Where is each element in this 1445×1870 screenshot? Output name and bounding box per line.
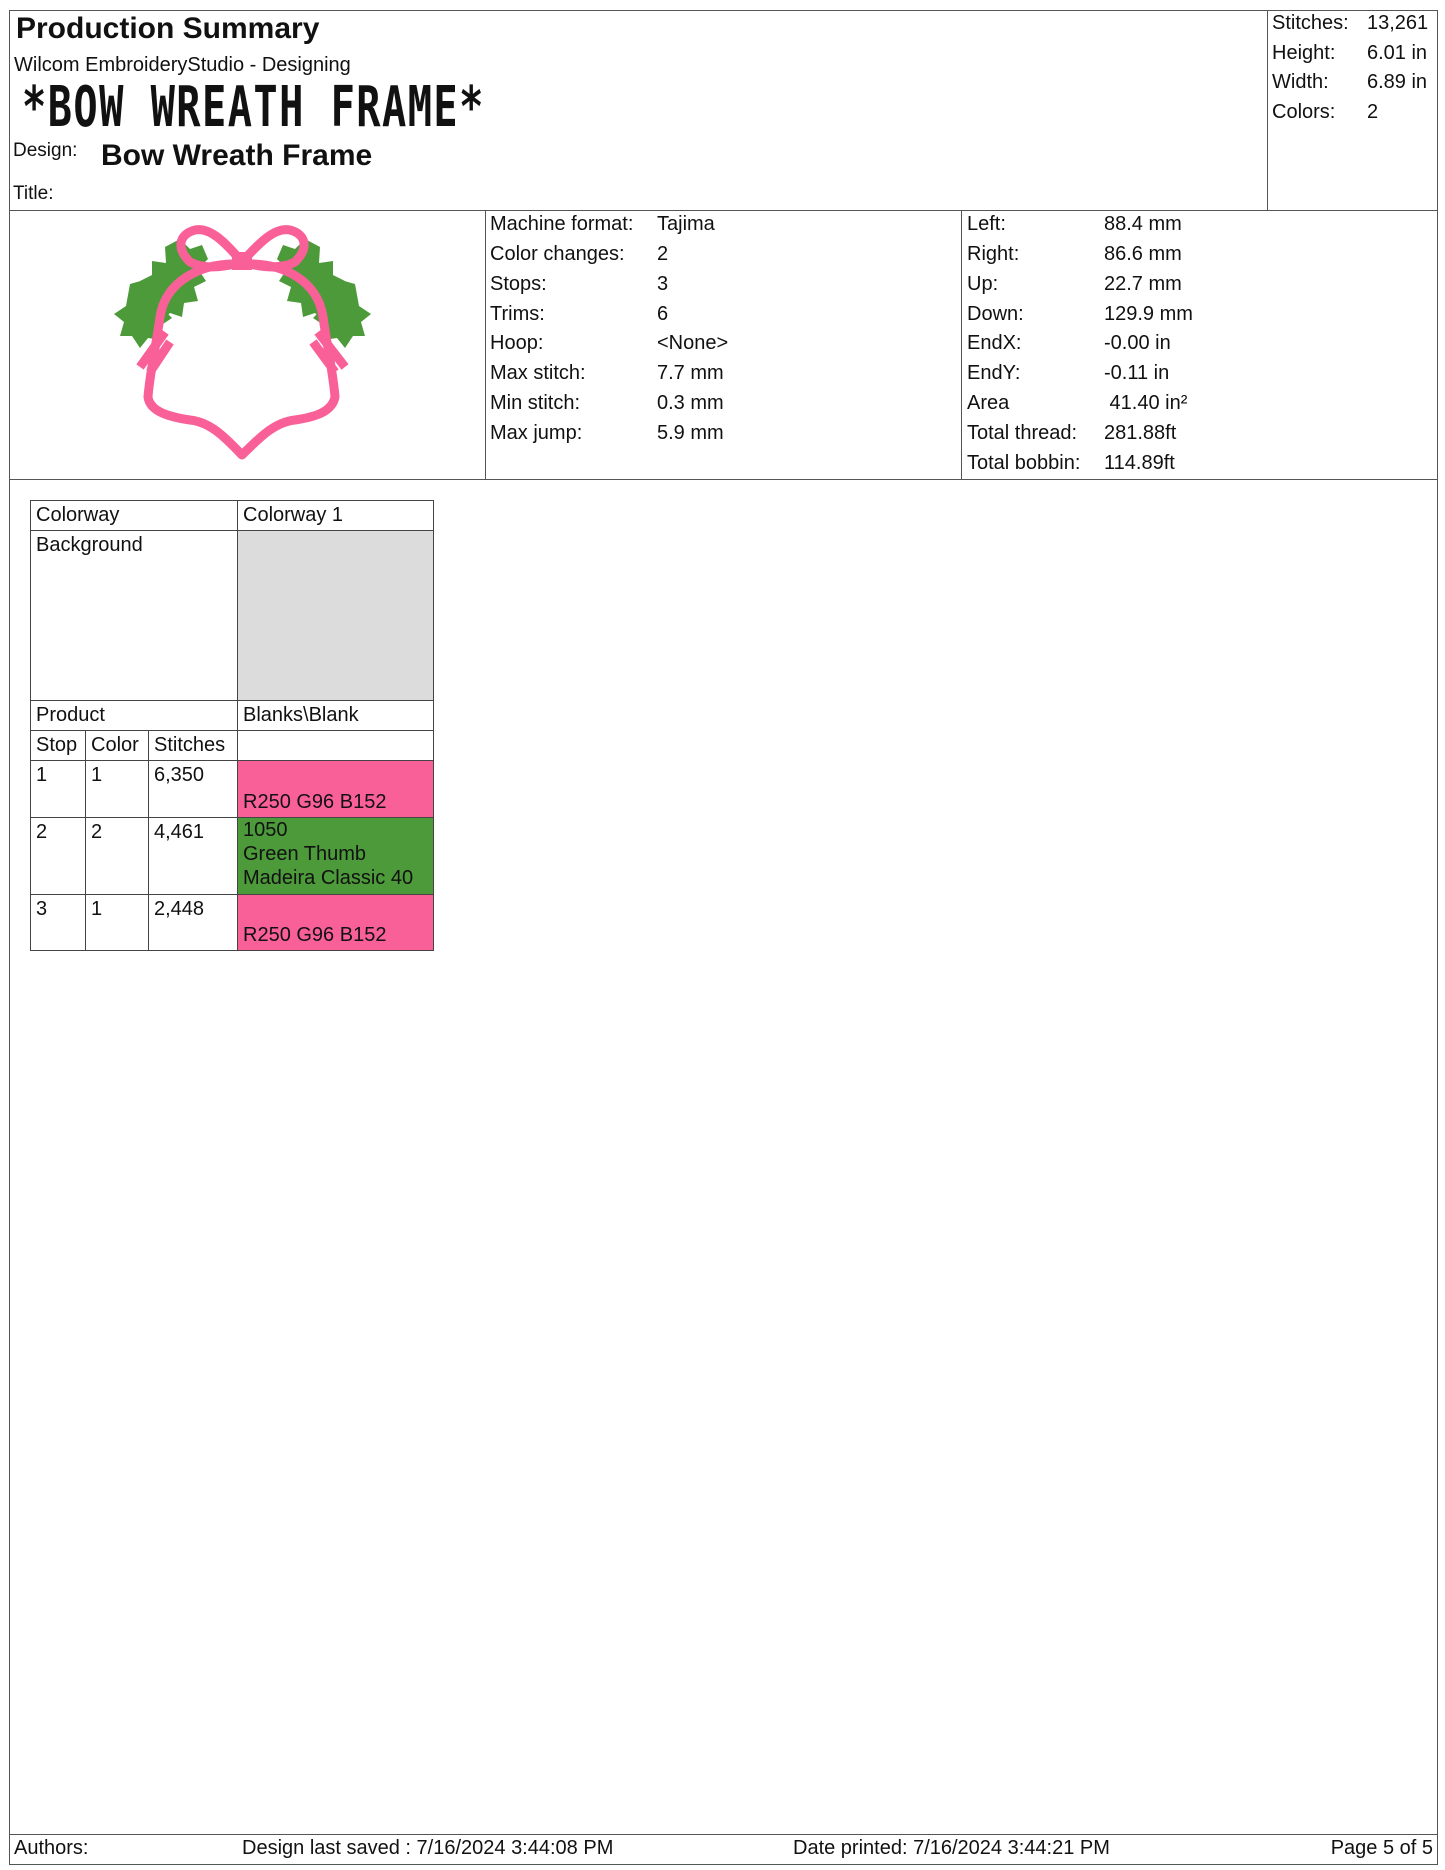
last-saved: Design last saved : 7/16/2024 3:44:08 PM <box>242 1837 614 1859</box>
table-header-row <box>31 731 434 761</box>
thread-swatch <box>238 895 434 951</box>
machine-label: Max stitch: <box>490 362 586 384</box>
design-banner: *BOW WREATH FRAME* <box>22 75 485 140</box>
thread-name: Green Thumb <box>243 843 367 865</box>
color-cell: 1 <box>86 761 149 818</box>
thread-rgb: R250 G96 B152 <box>243 924 387 946</box>
product-value: Blanks\Blank <box>238 701 434 731</box>
column-header: Color <box>86 731 149 761</box>
extent-value: 41.40 in² <box>1104 392 1188 414</box>
extent-label: EndX: <box>967 332 1022 354</box>
colorway-value: Colorway 1 <box>238 501 434 531</box>
machine-value: 5.9 mm <box>657 422 724 444</box>
summary-label: Height: <box>1272 42 1336 64</box>
machine-value: <None> <box>657 332 729 354</box>
table-row <box>31 895 434 951</box>
extent-value: 22.7 mm <box>1104 273 1182 295</box>
machine-value: 7.7 mm <box>657 362 724 384</box>
stop-cell: 2 <box>31 818 86 895</box>
page-number: Page 5 of 5 <box>1330 1837 1433 1859</box>
table-row <box>31 501 434 531</box>
background-label: Background <box>31 531 238 701</box>
machine-value: 3 <box>657 273 669 295</box>
machine-label: Stops: <box>490 273 547 295</box>
date-printed: Date printed: 7/16/2024 3:44:21 PM <box>793 1837 1110 1859</box>
machine-value: 2 <box>657 243 669 265</box>
thread-swatch <box>238 818 434 895</box>
machine-value: 6 <box>657 303 669 325</box>
extent-value: 129.9 mm <box>1104 303 1193 325</box>
machine-label: Color changes: <box>490 243 625 265</box>
extent-value: -0.00 in <box>1104 332 1171 354</box>
column-header: Stop <box>31 731 86 761</box>
summary-value: 6.01 in <box>1367 42 1428 64</box>
extent-label: Area <box>967 392 1010 414</box>
summary-label: Stitches: <box>1272 12 1349 34</box>
stop-cell: 3 <box>31 895 86 951</box>
extent-value: 88.4 mm <box>1104 213 1182 235</box>
report-title: Production Summary <box>16 12 320 45</box>
stitches-cell: 2,448 <box>149 895 238 951</box>
divider <box>9 210 1438 211</box>
extent-value: 114.89ft <box>1104 452 1175 474</box>
divider <box>9 1834 1438 1835</box>
colorway-label: Colorway <box>31 501 238 531</box>
extent-label: Total bobbin: <box>967 452 1081 474</box>
divider <box>485 210 486 479</box>
summary-label: Colors: <box>1272 101 1336 123</box>
design-name: Bow Wreath Frame <box>101 139 373 172</box>
machine-label: Min stitch: <box>490 392 581 414</box>
extent-label: Left: <box>967 213 1006 235</box>
machine-label: Machine format: <box>490 213 634 235</box>
extent-value: 86.6 mm <box>1104 243 1182 265</box>
table-row <box>31 701 434 731</box>
extent-label: Total thread: <box>967 422 1078 444</box>
divider <box>1267 10 1268 210</box>
design-preview-image <box>110 222 390 464</box>
summary-label: Width: <box>1272 71 1329 93</box>
thread-code: 1050 <box>243 819 288 841</box>
divider <box>9 479 1438 480</box>
column-header: Stitches <box>149 731 238 761</box>
thread-rgb: R250 G96 B152 <box>243 791 387 813</box>
color-cell: 2 <box>86 818 149 895</box>
table-row <box>31 531 434 701</box>
colorway-table <box>30 500 434 951</box>
table-row <box>31 818 434 895</box>
stitches-cell: 6,350 <box>149 761 238 818</box>
summary-value: 2 <box>1367 101 1379 123</box>
machine-value: 0.3 mm <box>657 392 724 414</box>
extent-label: EndY: <box>967 362 1021 384</box>
machine-label: Hoop: <box>490 332 544 354</box>
software-name: Wilcom EmbroideryStudio - Designing <box>14 54 351 76</box>
machine-label: Trims: <box>490 303 545 325</box>
stop-cell: 1 <box>31 761 86 818</box>
machine-value: Tajima <box>657 213 715 235</box>
summary-value: 13,261 <box>1367 12 1429 34</box>
extent-value: 281.88ft <box>1104 422 1177 444</box>
product-label: Product <box>31 701 238 731</box>
extent-value: -0.11 in <box>1104 362 1170 384</box>
extent-label: Right: <box>967 243 1020 265</box>
column-header <box>238 731 434 761</box>
title-label: Title: <box>13 183 54 204</box>
authors-label: Authors: <box>14 1837 89 1859</box>
design-label: Design: <box>13 140 78 161</box>
table-row <box>31 761 434 818</box>
divider <box>961 210 962 479</box>
extent-label: Down: <box>967 303 1024 325</box>
machine-label: Max jump: <box>490 422 583 444</box>
thread-swatch <box>238 761 434 818</box>
color-cell: 1 <box>86 895 149 951</box>
extent-label: Up: <box>967 273 999 295</box>
background-swatch <box>238 531 434 701</box>
summary-value: 6.89 in <box>1367 71 1428 93</box>
stitches-cell: 4,461 <box>149 818 238 895</box>
thread-brand: Madeira Classic 40 <box>243 867 414 889</box>
